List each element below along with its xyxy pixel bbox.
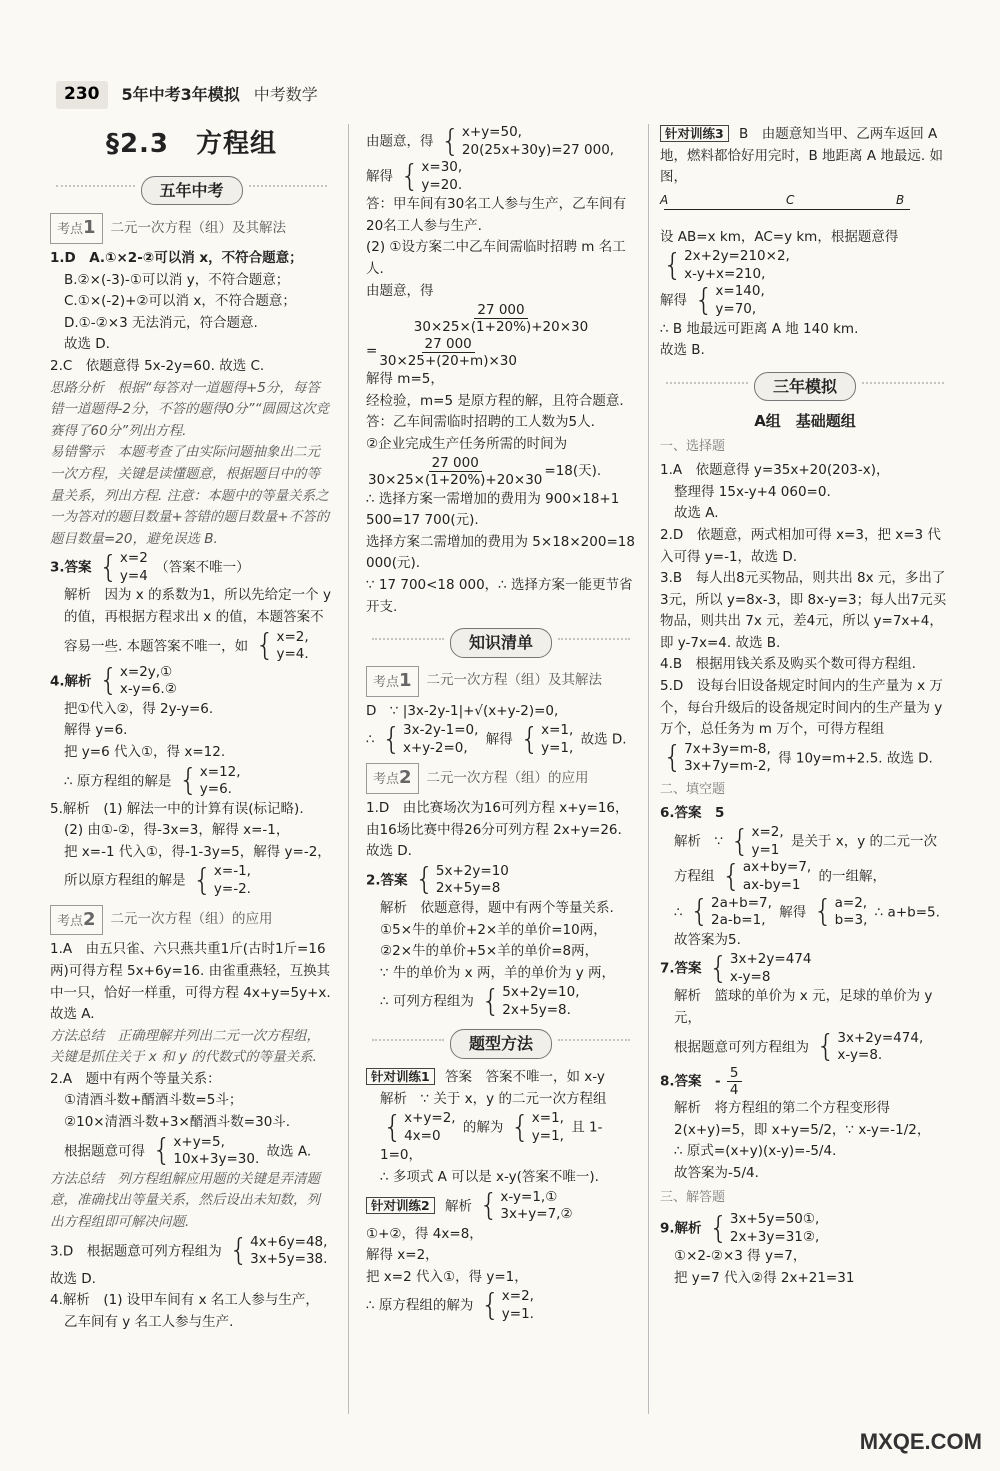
c3-q6: 6.答案 5 bbox=[660, 804, 725, 821]
q4-line: 解得 y=6. bbox=[64, 722, 128, 739]
q5-line: (2) 由①-②，得-3x=3，解得 x=-1， bbox=[64, 822, 290, 839]
c2-part2: (2) ①设方案二中乙车间需临时招聘 m 名工人. bbox=[366, 239, 626, 277]
point-label: C bbox=[786, 192, 795, 207]
fraction-2-line: = $\frac{27 000}{30\times 25+(20+m)\times 30}$ bbox=[366, 335, 517, 369]
m1-system: { x+y=2, 4x=0 的解为 { x=1, y=1, 且 1-1=0， bbox=[380, 1109, 603, 1164]
training-tag: 针对训练2 bbox=[366, 1197, 435, 1214]
k2-q1: 1.A 由五只雀、六只燕共重1斤(古时1斤=16两)可得方程 5x+6y=16. 由雀重燕轻，互换其中一只，恰好一样重，可得方程 4x+y=5y+x. 故选 A. bbox=[50, 941, 331, 1023]
c3-q9-line: ①×2-②×3 得 y=7， bbox=[674, 1248, 807, 1265]
m2-line: ①+②，得 4x=8， bbox=[366, 1225, 483, 1242]
c2-system-1: 由题意，得 { x+y=50, 20(25x+30y)=27 000, bbox=[366, 123, 615, 159]
c2-line: ②企业完成生产任务所需的时间为 bbox=[366, 435, 568, 452]
k2-q2-line: ①清酒斗数+醑酒斗数=5斗； bbox=[64, 1092, 243, 1109]
book-title: 5年中考3年模拟 bbox=[121, 85, 240, 105]
page-header bbox=[56, 82, 318, 108]
c3-q7-answer: 7.答案 { 3x+2y=474 x-y=8 bbox=[660, 950, 812, 986]
k1-d: D ∵ |3x-2y-1|+√(x+y-2)=0, bbox=[366, 702, 559, 719]
c3-q7-solution: 根据题意可列方程组为 { 3x+2y=474, x-y=8. bbox=[674, 1029, 924, 1065]
kaodian-2: 考点2 二元一次方程（组）的应用 bbox=[366, 763, 636, 794]
c3-q9-line: 把 y=7 代入②得 2x+21=31 bbox=[674, 1269, 855, 1286]
m2-analysis: 针对训练2 解析 { x-y=1,① 3x+y=7,② bbox=[366, 1189, 636, 1224]
q2-analysis: 思路分析 根据“每答对一道题得+5分，每答错一道题得-2分，不答的题得0分”“圆圆这次竞赛得了60分”列出方程. bbox=[50, 379, 330, 439]
training-tag: 针对训练3 bbox=[660, 125, 729, 142]
m3-solution: 解得 { x=140, y=70, bbox=[660, 283, 765, 319]
q1-line: D.①-②×3 无法消元，符合题意. bbox=[64, 314, 258, 331]
m2-line: 解得 x=2， bbox=[366, 1247, 439, 1264]
m2-line: 把 x=2 代入①，得 y=1， bbox=[366, 1268, 528, 1285]
k2-2-line: ①5×牛的单价+2×羊的单价=10两， bbox=[380, 921, 607, 938]
q1-line: C.①×(-2)+②可以消 x，不符合题意； bbox=[64, 293, 296, 310]
q4-line: 把①代入②，得 2y-y=6. bbox=[64, 700, 214, 717]
watermark-logo: MXQE.COM bbox=[859, 1428, 982, 1454]
q5-solution: 所以原方程组的解是 { x=-1, y=-2. bbox=[64, 862, 251, 898]
column-1 bbox=[50, 124, 333, 1333]
subject-title: 中考数学 bbox=[253, 85, 318, 105]
k2-q3: 3.D 根据题意可列方程组为 { 4x+6y=48, 3x+5y=38. 故选 D. bbox=[50, 1233, 328, 1287]
kaodian-1: 考点1 二元一次方程（组）及其解法 bbox=[366, 666, 636, 697]
c2-line: 经检验，m=5 是原方程的解，且符合题意. bbox=[366, 392, 624, 409]
page-number: 230 bbox=[56, 81, 108, 108]
m3-set: 设 AB=x km，AC=y km，根据题意得 bbox=[660, 228, 899, 245]
c2-system-2: 解得 { x=30, y=20. bbox=[366, 158, 463, 194]
c3-q8-analysis: 解析 将方程组的第二个方程变形得 2(x+y)=5，即 x+y=5/2，∵ x-y=-1/2， bbox=[674, 1099, 931, 1138]
banner-knowledge bbox=[366, 628, 636, 658]
k2-q1-summary: 方法总结 正确理解并列出二元一次方程组，关键是抓住关于 x 和 y 的代数式的等量关系. bbox=[50, 1027, 320, 1066]
c2-cost: ∵ 17 700<18 000，∴ 选择方案一能更节省开支. bbox=[366, 577, 633, 615]
banner-label: 知识清单 bbox=[450, 628, 552, 658]
c3-q9: 9.解析 { 3x+5y=50①, 2x+3y=31②, bbox=[660, 1210, 820, 1246]
segment-diagram bbox=[660, 193, 950, 223]
point-label: A bbox=[660, 192, 669, 207]
kaodian-title: 二元一次方程（组）及其解法 bbox=[426, 672, 603, 689]
c2-cost: ∴ 选择方案一需增加的费用为 900×18+1 500=17 700(元). bbox=[366, 490, 620, 529]
k2-q2-line: 2.A 题中有两个等量关系： bbox=[50, 1070, 221, 1087]
q3-answer: 3.答案 { x=2 y=4 （答案不唯一） bbox=[50, 549, 250, 585]
section-label: 一、选择题 bbox=[660, 439, 726, 455]
c3-q5: 5.D 设每台旧设备规定时间内的生产量为 x 万个，每台升级后的设备规定时间内的生产量为 y 万个，总任务为 m 万个，可得方程组 { 7x+3y=m-8, 3x+7y=m-2, 得 10y=m+2.5. 故选 D. bbox=[660, 678, 943, 776]
q3-analysis: 解析 因为 x 的系数为1，所以先给定一个 y 的值，再根据方程求出 x 的值，本题答案不容易一些. 本题答案不唯一，如 { x=2, y=4. bbox=[64, 587, 331, 664]
fraction-1: 27 000 30×25×(1+20%)+20×30 bbox=[413, 302, 589, 336]
column-2 bbox=[366, 124, 636, 1323]
section-title: §2.3 方程组 bbox=[105, 129, 278, 159]
banner-three-year bbox=[660, 372, 950, 402]
k2-1: 1.D 由比赛场次为16可列方程 x+y=16，由16场比赛中得26分可列方程 2x+y=26. 故选 D. bbox=[366, 800, 629, 860]
q1-line: 1.D A.①×2-②可以消 x，不符合题意； bbox=[50, 249, 303, 266]
m1-line: 解析 ∵ 关于 x，y 的二元一次方程组 bbox=[380, 1090, 607, 1107]
c3-q8-end: 故答案为-5/4. bbox=[674, 1164, 759, 1181]
k2-q2-system: 根据题意可得 { x+y=5, 10x+3y=30. 故选 A. bbox=[64, 1133, 312, 1169]
banner-label: 题型方法 bbox=[450, 1029, 552, 1059]
fraction-3-line: $\frac{27 000}{30\times 25\times(1+20\%)+20\times 30}$ =18(天). bbox=[368, 455, 602, 489]
training-tag: 针对训练1 bbox=[366, 1068, 435, 1085]
k2-2-solution: ∴ 可列方程组为 { 5x+2y=10, 2x+5y=8. bbox=[380, 983, 580, 1019]
kaodian-title: 二元一次方程（组）的应用 bbox=[110, 911, 273, 928]
k2-2-line: 解析 依题意得，题中有两个等量关系. bbox=[380, 899, 614, 916]
kaodian-title: 二元一次方程（组）的应用 bbox=[426, 769, 589, 786]
k2-q4-line: 乙车间有 y 名工人参与生产. bbox=[64, 1313, 234, 1330]
c3-q1: 整理得 15x-y+4 060=0. bbox=[674, 483, 831, 500]
k2-2-line: ②2×牛的单价+5×羊的单价=8两， bbox=[380, 943, 599, 960]
c3-q7-analysis: 解析 篮球的单价为 x 元，足球的单价为 y 元， bbox=[674, 988, 933, 1026]
banner-method bbox=[366, 1029, 636, 1059]
q2: 2.C 依题意得 5x-2y=60. 故选 C. bbox=[50, 357, 265, 374]
q1-line: B.②×(-3)-①可以消 y，不符合题意； bbox=[64, 271, 290, 288]
c3-q2: 2.D 依题意，两式相加可得 x=3，把 x=3 代入可得 y=-1，故选 D. bbox=[660, 526, 941, 565]
c2-line: 解得 m=5， bbox=[366, 370, 444, 387]
c3-q8-answer: 8.答案 - $\frac{5}{4}$ bbox=[660, 1065, 950, 1098]
c3-q8-result: ∴ 原式=(x+y)(x-y)=-5/4. bbox=[674, 1143, 837, 1160]
m2-solution: ∴ 原方程组的解为 { x=2, y=1. bbox=[366, 1287, 534, 1323]
banner-five-year bbox=[50, 176, 333, 206]
k2-q2-line: ②10×清酒斗数+3×醑酒斗数=30斗. bbox=[64, 1114, 291, 1131]
m1-answer: 针对训练1 答案 答案不唯一，如 x-y bbox=[366, 1067, 636, 1089]
column-3 bbox=[660, 124, 950, 1289]
q5-line: 把 x=-1 代入①，得-1-3y=5，解得 y=-2， bbox=[64, 843, 331, 860]
m3-end: ∴ B 地最远可距离 A 地 140 km. bbox=[660, 320, 859, 337]
m1-end: ∴ 多项式 A 可以是 x-y(答案不唯一). bbox=[380, 1168, 599, 1185]
kaodian-1: 考点1 二元一次方程（组）及其解法 bbox=[50, 213, 333, 244]
section-label: 三、解答题 bbox=[660, 1190, 726, 1206]
c2-line: 答：乙车间需临时招聘的工人数为5人. bbox=[366, 414, 595, 431]
c3-q6-end: 故答案为5. bbox=[674, 931, 741, 948]
q4-line: 把 y=6 代入①，得 x=12. bbox=[64, 743, 226, 760]
banner-label: 五年中考 bbox=[141, 176, 243, 206]
kaodian-2: 考点2 二元一次方程（组）的应用 bbox=[50, 905, 333, 936]
c3-q6-analysis: 解析 ∵ { x=2, y=1 是关于 x，y 的二元一次方程组 { ax+by=7, ax-by=1 的一组解， bbox=[674, 823, 938, 894]
c3-q4: 4.B 根据用钱关系及购买个数可得方程组. bbox=[660, 656, 916, 673]
c2-eq-label: 由题意，得 bbox=[366, 282, 434, 299]
c3-q1: 故选 A. bbox=[674, 505, 719, 522]
c3-q6-solve: ∴ { 2a+b=7, 2a-b=1, 解得 { a=2, b=3, ∴ a+b=5. bbox=[674, 894, 940, 930]
m3-system: { 2x+2y=210×2, x-y+x=210, bbox=[663, 247, 790, 283]
c2-cost: 选择方案二需增加的费用为 5×18×200=18 000(元). bbox=[366, 533, 635, 572]
c3-q1: 1.A 依题意得 y=35x+20(203-x)， bbox=[660, 462, 890, 479]
k2-q2-summary: 方法总结 列方程组解应用题的关键是弄清题意，准确找出等量关系，然后设出未知数，列出方程组即可解决问题. bbox=[50, 1170, 320, 1230]
q4-analysis: 4.解析 { x=2y,① x-y=6.② bbox=[50, 663, 177, 699]
section-label: 二、填空题 bbox=[660, 781, 726, 797]
banner-label: 三年模拟 bbox=[754, 372, 856, 402]
group-title: A组 基础题组 bbox=[754, 412, 856, 431]
c3-q3: 3.B 每人出8元买物品，则共出 8x 元，多出了3元，所以 y=8x-3，即 8x-y=3；每人出7元买物品，则共出 7x 元，差4元，所以 y=7x+4，即 y-7x=4. 故选 B. bbox=[660, 570, 947, 651]
column-divider bbox=[348, 124, 349, 1414]
kaodian-title: 二元一次方程（组）及其解法 bbox=[110, 219, 287, 236]
c2-answer-1: 答：甲车间有30名工人参与生产，乙车间有20名工人参与生产. bbox=[366, 196, 627, 234]
m3-text: 针对训练3 B 由题意知当甲、乙两车返回 A 地，燃料都恰好用完时，B 地距离 A 地最远. 如图， bbox=[660, 126, 943, 186]
k2-q4-line: 4.解析 (1) 设甲车间有 x 名工人参与生产， bbox=[50, 1292, 319, 1309]
k1-systems: ∴ { 3x-2y-1=0, x+y-2=0, 解得 { x=1, y=1, 故选 D. bbox=[366, 721, 627, 757]
k2-2-answer: 2.答案 { 5x+2y=10 2x+5y=8 bbox=[366, 862, 509, 898]
q5-line: 5.解析 (1) 解法一中的计算有误(标记略). bbox=[50, 800, 304, 817]
k2-2-line: ∵ 牛的单价为 x 两，羊的单价为 y 两， bbox=[380, 964, 616, 981]
m3-end: 故选 B. bbox=[660, 342, 705, 359]
point-label: B bbox=[896, 192, 905, 207]
q4-solution: ∴ 原方程组的解是 { x=12, y=6. bbox=[64, 763, 241, 799]
q1-line: 故选 D. bbox=[64, 336, 110, 353]
q2-warning: 易错警示 本题考查了由实际问题抽象出二元一次方程，关键是读懂题意，根据题目中的等量关系，列出方程. 注意：本题中的等量关系之一为答对的题目数量+答错的题目数量+不答的题目数量=20，避免误选 B. bbox=[50, 444, 330, 547]
column-divider bbox=[648, 124, 649, 1414]
